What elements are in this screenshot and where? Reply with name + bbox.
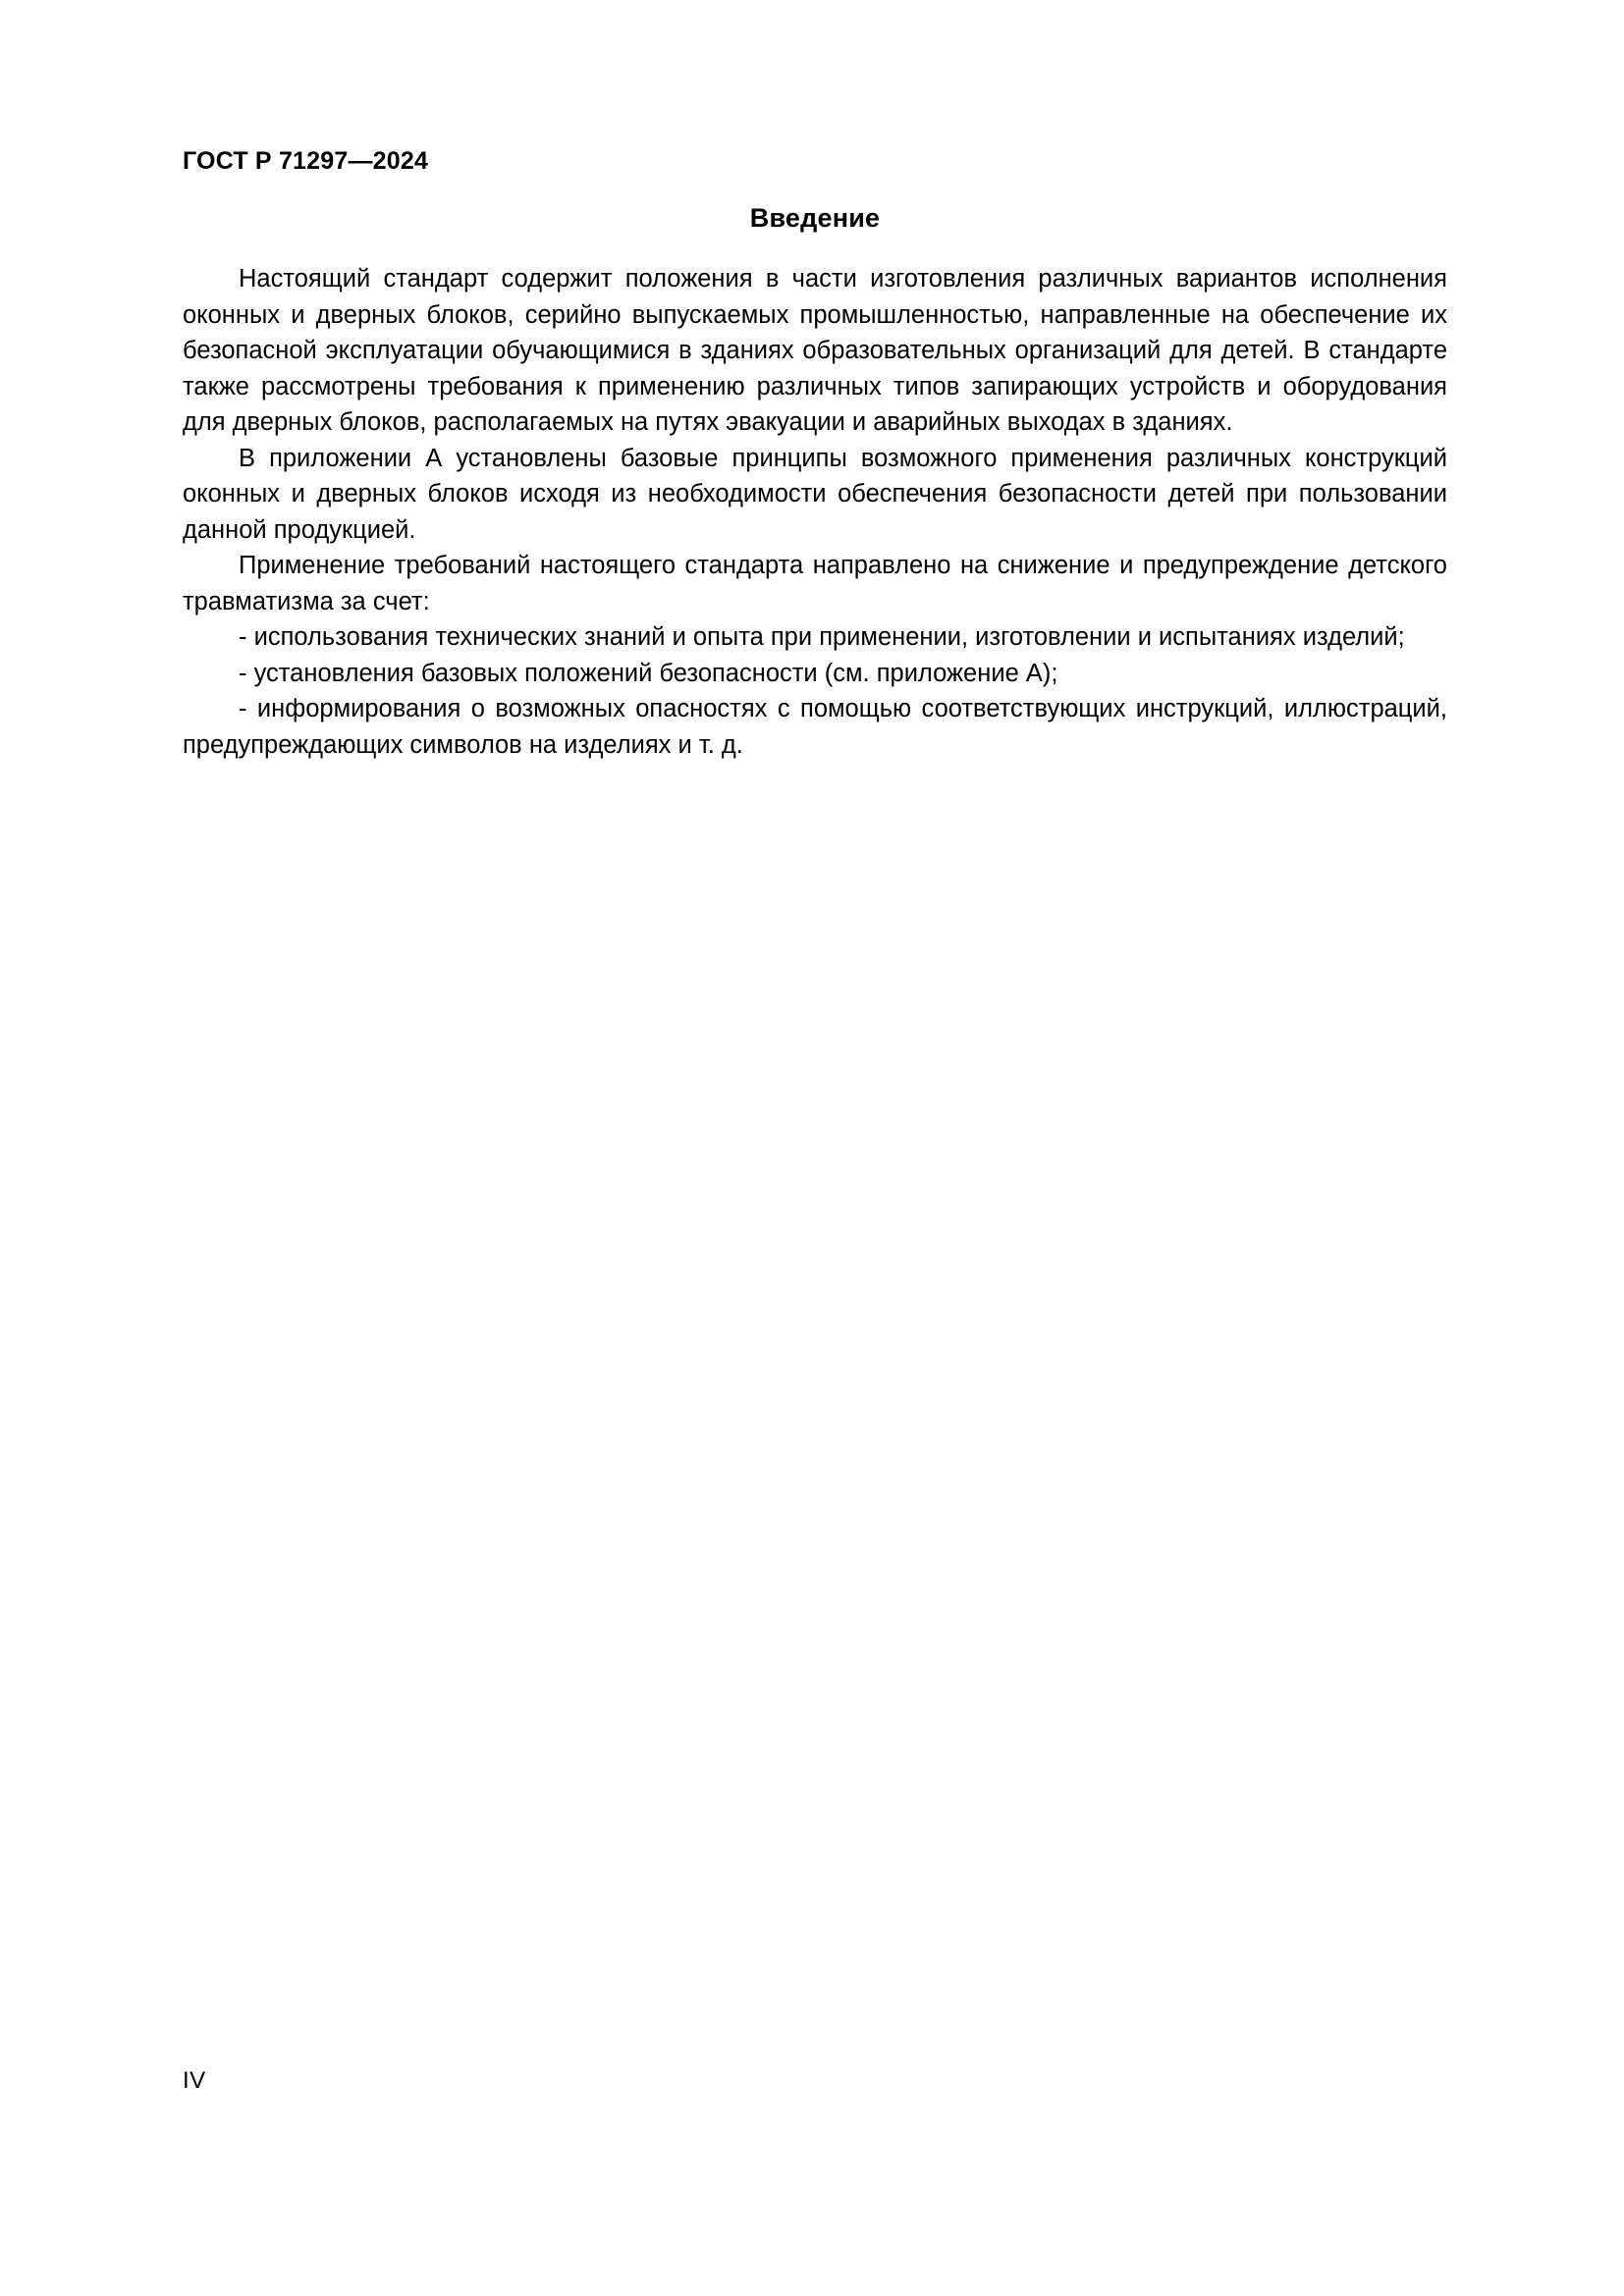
intro-paragraph-1: Настоящий стандарт содержит положения в части изготовления различных вариантов исполнения оконных и дверных блоков, серийно выпускаемых промышленностью, направленные на обеспечение их безопасной эксплуатации обучающимися в зданиях образовательных организаций для детей. В стандарте также рассмотрены требования к применению различных типов запирающих устройств и оборудования для дверных блоков, располагаемых на путях эвакуации и аварийных выходах в зданиях. — [183, 265, 1447, 437]
section-title: Введение — [749, 203, 881, 233]
list-item: - использования технических знаний и опыта при применении, изготовлении и испытаниях изделий; — [239, 623, 1405, 652]
page-content — [183, 202, 1447, 763]
list-item: - установления базовых положений безопасности (см. приложение А); — [239, 659, 1058, 687]
intro-paragraph-3: Применение требований настоящего стандарта направлено на снижение и предупреждение детского травматизма за счет: — [183, 552, 1447, 615]
standard-number-header: ГОСТ Р 71297—2024 — [183, 147, 429, 175]
page-number: IV — [183, 2067, 206, 2094]
list-item: - информирования о возможных опасностях с помощью соответствующих инструкций, иллюстраций, предупреждающих символов на изделиях и т. д. — [183, 695, 1447, 759]
intro-paragraph-2: В приложении А установлены базовые принципы возможного применения различных конструкций оконных и дверных блоков исходя из необходимости обеспечения безопасности детей при пользовании данной продукцией. — [183, 444, 1447, 544]
